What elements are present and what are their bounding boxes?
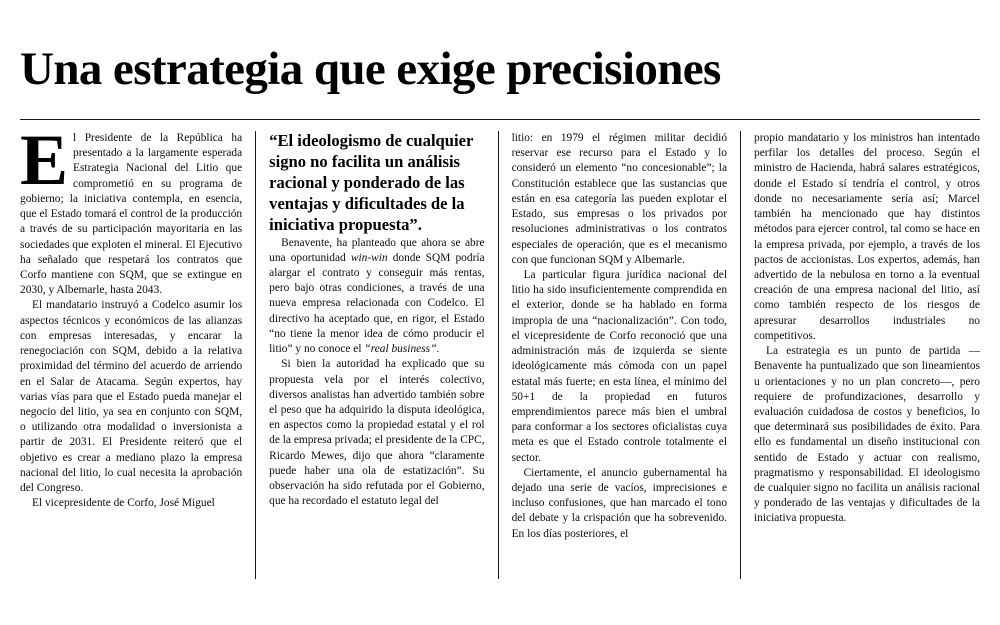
- column-4: [741, 131, 982, 581]
- pull-quote: “El ideologismo de cualquier signo no facilita un análisis racional y ponderado de las ventajas y dificultades de la iniciativa propuesta”.: [269, 131, 474, 234]
- paragraph: La estrategia es un punto de partida —Benavente ha puntualizado que son lineamientos u orientaciones y no un plan concreto—, pero requiere de profundizaciones, desarrollo y evaluación cuidadosa de costos y beneficios, lo que determinará sus posibilidades de éxito. Para ello es fundamental un diseño institucional con sentido de Estado y actuar con realismo, pragmatismo y responsabilidad. El ideologismo de cualquier signo no facilita un análisis racional y ponderado de las ventajas y dificultades de la iniciativa propuesta.: [754, 345, 980, 525]
- paragraph: Ciertamente, el anuncio gubernamental ha dejado una serie de vacíos, imprecisiones e incluso confusiones, que han marcado el tono del debate y la crispación que ha sobrevenido. En los días posteriores, el: [511, 466, 728, 540]
- paragraph: La particular figura jurídica nacional del litio ha sido insuficientemente comprendida en el exterior, donde se ha hablado en forma impropia de una “nacionalización”. Con todo, el vicepresidente de Corfo reconoció que una administración más de izquierda se siente ideológicamente más cómoda con un papel estatal más fuerte; en esta línea, el mínimo del 50+1 de la propiedad en futuros emprendimientos parece más bien el umbral para conformar a los sectores oficialistas cuya meta es que el Estado controle totalmente el sector.: [511, 268, 728, 464]
- lead-paragraph: [20, 131, 242, 298]
- paragraph: litio: en 1979 el régimen militar decidió reservar ese recurso para el Estado y lo consideró un elemento “no concesionable”; la Constitución establece que las sustancias que están en esa categoría las pueden explotar el Estado, sus empresas o los privados por resoluciones administrativas o los contratos especiales de operación, que es el mecanismo con que funcionan SQM y Albemarle.: [511, 132, 728, 266]
- paragraph: El mandatario instruyó a Codelco asumir los aspectos técnicos y económicos de las alianzas con empresas interesadas, y encarar la renegociación con SQM, debido a la relativa proximidad del término del acuerdo de arriendo en el Salar de Atacama. Según expertos, hay varias vías para que el Estado pueda manejar el negocio del litio, ya sea en conjunto con SQM, o utilizando otra modalidad o inversionista a partir de 2031. El Presidente reiteró que el objetivo es crear a mediano plazo la empresa nacional del litio, lo cual necesita la aprobación del Congreso.: [20, 299, 243, 495]
- paragraph: El vicepresidente de Corfo, José Miguel: [32, 497, 215, 510]
- page-title: Una estrategia que exige precisiones: [20, 43, 721, 95]
- column-1: [18, 131, 255, 581]
- paragraph: Si bien la autoridad ha explicado que su propuesta vela por el interés colectivo, diversos analistas han advertido también sobre el peso que ha adquirido la disputa ideológica, en aspectos como la propiedad estatal y el rol de la empresa privada; el presidente de la CPC, Ricardo Mewes, dijo que ahora “claramente puede haber una ola de estatización”. Su observación ha sido refutada por el Gobierno, que ha recordado el estatuto legal del: [269, 358, 485, 508]
- paragraph-text: l Presidente de la República ha presentado a la largamente esperada Estrategia Nacional del Litio que comprometió en su programa de gobierno; la iniciativa contempla, en esencia, que el Estado tomará el control de la producción a través de su participación mayoritaria en las sociedades que exploten el mineral. El Ejecutivo ha señalado que respetará los contratos que Corfo mantiene con SQM, que se extingue en 2030, y Albemarle, hasta 2043.: [20, 132, 243, 297]
- drop-cap: E: [20, 131, 69, 200]
- column-2: [256, 131, 497, 581]
- paragraph: Benavente, ha planteado que ahora se abre una oportunidad win-win donde SQM podría alargar el contrato y conseguir más rentas, pero bajo otras condiciones, a través de una nueva empresa relacionada con Codelco. El directivo ha aceptado que, en rigor, el Estado “no tiene la menor idea de cómo producir el litio” y no conoce el “real business”.: [269, 236, 485, 356]
- article-columns: [18, 131, 982, 581]
- header-divider: [20, 119, 980, 120]
- newspaper-page: [0, 43, 1000, 625]
- column-3: [499, 131, 740, 581]
- paragraph: propio mandatario y los ministros han intentado perfilar los detalles del proceso. Según el ministro de Hacienda, habrá salares estratégicos, donde el Estado sí tendría el control, y otros donde no necesariamente sería así; Marcel también ha mencionado que hay distintos métodos para ejercer control, tal como se hace en la empresa privada, por ejemplo, a través de los pactos de accionistas. Los expertos, además, han advertido de la nebulosa en torno a la eventual creación de una empresa nacional del litio, así como también respecto de los riesgos de apresurar desarrollos industriales no competitivos.: [754, 132, 980, 342]
